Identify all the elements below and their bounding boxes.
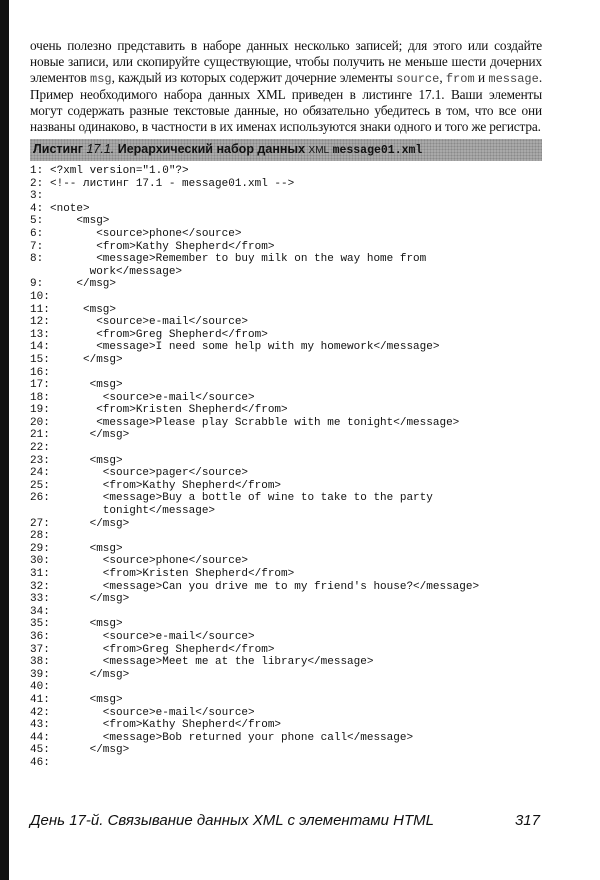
paragraph-text: , каждый из которых содержит дочерние элементы bbox=[111, 70, 397, 85]
page-footer bbox=[30, 812, 540, 829]
code-line bbox=[30, 379, 542, 392]
line-number: 35: bbox=[30, 618, 50, 631]
code-line bbox=[30, 543, 542, 556]
line-number: 5: bbox=[30, 215, 44, 228]
line-number: 29: bbox=[30, 542, 50, 555]
code-line bbox=[30, 581, 542, 594]
listing-label: Листинг bbox=[33, 142, 87, 156]
line-text: </msg> bbox=[50, 593, 130, 606]
code-line bbox=[30, 404, 542, 417]
line-text: <source>e-mail</source> bbox=[50, 391, 255, 404]
line-number: 22: bbox=[30, 442, 50, 455]
line-text: <msg> bbox=[50, 303, 117, 316]
line-number: 26: bbox=[30, 492, 50, 505]
code-line bbox=[30, 341, 542, 354]
line-number: 20: bbox=[30, 416, 50, 429]
code-line bbox=[30, 757, 542, 770]
line-number: 39: bbox=[30, 668, 50, 681]
line-text: <msg> bbox=[50, 454, 123, 467]
code-line bbox=[30, 316, 542, 329]
page-number: 317 bbox=[514, 812, 540, 829]
line-number: 11: bbox=[30, 303, 50, 316]
line-text: <note> bbox=[50, 202, 90, 215]
listing-heading bbox=[30, 139, 542, 161]
code-line bbox=[30, 278, 542, 291]
code-line bbox=[30, 165, 542, 178]
line-number: 40: bbox=[30, 681, 50, 694]
line-number: 34: bbox=[30, 605, 50, 618]
line-text: </msg> bbox=[50, 353, 123, 366]
line-text: <!-- листинг 17.1 - message01.xml --> bbox=[50, 177, 295, 190]
line-text: <msg> bbox=[50, 542, 123, 555]
code-line bbox=[30, 694, 542, 707]
line-number: 17: bbox=[30, 379, 50, 392]
line-number: 3: bbox=[30, 190, 44, 203]
code-line bbox=[30, 593, 542, 606]
line-number: 45: bbox=[30, 744, 50, 757]
code-line bbox=[30, 530, 542, 543]
line-text: <from>Kathy Shepherd</from> bbox=[50, 479, 282, 492]
line-number: 43: bbox=[30, 719, 50, 732]
line-text: <message>Please play Scrabble with me tonight</message> bbox=[50, 416, 460, 429]
code-line bbox=[30, 467, 542, 480]
line-number bbox=[30, 505, 50, 518]
line-text: tonight</message> bbox=[50, 505, 216, 518]
line-text: </msg> bbox=[50, 517, 130, 530]
line-number: 46: bbox=[30, 756, 50, 769]
listing-xml: XML bbox=[308, 145, 330, 156]
line-number: 13: bbox=[30, 328, 50, 341]
code-line bbox=[30, 266, 542, 279]
line-number: 27: bbox=[30, 517, 50, 530]
code-line bbox=[30, 644, 542, 657]
line-number: 21: bbox=[30, 429, 50, 442]
code-line bbox=[30, 618, 542, 631]
line-number: 7: bbox=[30, 240, 44, 253]
paragraph-text: очень полезно представить в наборе данных несколько записей; для этого или создайте новые записи, или скопируйте существующие, чтобы получить не меньше шести дочерних элементов bbox=[30, 38, 542, 85]
line-number: 19: bbox=[30, 404, 50, 417]
line-text: <message>I need some help with my homework</message> bbox=[50, 341, 440, 354]
inline-code: from bbox=[445, 72, 475, 86]
line-text: <from>Greg Shepherd</from> bbox=[50, 643, 275, 656]
listing-title: Иерархический набор данных bbox=[114, 142, 309, 156]
code-line bbox=[30, 681, 542, 694]
code-line bbox=[30, 304, 542, 317]
line-number: 23: bbox=[30, 454, 50, 467]
line-text: <from>Kristen Shepherd</from> bbox=[50, 568, 295, 580]
code-line bbox=[30, 707, 542, 720]
line-number: 2: bbox=[30, 177, 44, 190]
line-number: 4: bbox=[30, 202, 44, 215]
line-text: <source>phone</source> bbox=[50, 555, 249, 568]
line-number: 1: bbox=[30, 165, 44, 177]
code-line bbox=[30, 480, 542, 493]
line-number: 33: bbox=[30, 593, 50, 606]
line-number bbox=[30, 266, 50, 279]
code-line bbox=[30, 253, 542, 266]
code-line bbox=[30, 429, 542, 442]
code-line bbox=[30, 241, 542, 254]
code-line bbox=[30, 492, 542, 505]
line-number: 28: bbox=[30, 530, 50, 543]
line-number: 31: bbox=[30, 568, 50, 580]
page-binding-edge bbox=[0, 0, 9, 880]
inline-code: msg bbox=[90, 72, 112, 86]
line-number: 25: bbox=[30, 479, 50, 492]
paragraph-text: . Пример необходимого набора данных XML приведен в листинге 17.1. Ваши элементы могут содержать разные текстовые данные, но обязательно убедитесь в том, что все они названы одинаково, в частности в их именах используются знаки одного и того же регистра. bbox=[30, 70, 542, 134]
line-text: <source>e-mail</source> bbox=[50, 630, 255, 643]
inline-code: message bbox=[488, 72, 539, 86]
line-text: <message>Buy a bottle of wine to take to the party bbox=[50, 492, 433, 505]
line-text: <source>e-mail</source> bbox=[50, 706, 255, 719]
code-line bbox=[30, 329, 542, 342]
line-number: 37: bbox=[30, 643, 50, 656]
line-number: 16: bbox=[30, 366, 50, 379]
line-text: <source>pager</source> bbox=[50, 467, 249, 480]
line-text: <from>Kathy Shepherd</from> bbox=[50, 719, 282, 732]
line-text: <from>Greg Shepherd</from> bbox=[50, 328, 268, 341]
line-number: 12: bbox=[30, 316, 50, 329]
line-text: </msg> bbox=[50, 278, 117, 291]
line-number: 10: bbox=[30, 290, 50, 303]
paragraph-text: , bbox=[439, 70, 446, 85]
line-number: 6: bbox=[30, 227, 44, 240]
line-number: 18: bbox=[30, 391, 50, 404]
line-number: 24: bbox=[30, 467, 50, 480]
code-line bbox=[30, 518, 542, 531]
line-text: </msg> bbox=[50, 744, 130, 757]
line-number: 42: bbox=[30, 706, 50, 719]
line-text: <?xml version="1.0"?> bbox=[50, 165, 189, 177]
code-line bbox=[30, 669, 542, 682]
code-line bbox=[30, 719, 542, 732]
line-text: </msg> bbox=[50, 429, 130, 442]
running-title: День 17-й. Связывание данных XML с элементами HTML bbox=[30, 812, 434, 829]
line-text: <msg> bbox=[50, 693, 123, 706]
line-text: <msg> bbox=[50, 379, 123, 392]
code-line bbox=[30, 354, 542, 367]
line-text: <msg> bbox=[50, 215, 110, 228]
line-number: 38: bbox=[30, 656, 50, 669]
line-text: </msg> bbox=[50, 668, 130, 681]
listing-filename: message01.xml bbox=[332, 144, 423, 157]
line-text: work</message> bbox=[50, 265, 183, 278]
line-number: 8: bbox=[30, 253, 44, 266]
line-number: 14: bbox=[30, 341, 50, 354]
line-number: 15: bbox=[30, 353, 50, 366]
code-line bbox=[30, 392, 542, 405]
code-line bbox=[30, 568, 542, 581]
line-text: <message>Can you drive me to my friend's house?</message> bbox=[50, 580, 480, 593]
line-text: <message>Meet me at the library</message> bbox=[50, 656, 374, 669]
line-number: 44: bbox=[30, 731, 50, 744]
line-text: <from>Kathy Shepherd</from> bbox=[50, 240, 275, 253]
code-line bbox=[30, 190, 542, 203]
line-number: 30: bbox=[30, 555, 50, 568]
code-line bbox=[30, 215, 542, 228]
code-line bbox=[30, 656, 542, 669]
line-text: <msg> bbox=[50, 618, 123, 631]
code-line bbox=[30, 455, 542, 468]
code-line bbox=[30, 606, 542, 619]
line-text: <message>Bob returned your phone call</message> bbox=[50, 731, 414, 744]
code-line bbox=[30, 732, 542, 745]
code-line bbox=[30, 631, 542, 644]
line-number: 9: bbox=[30, 278, 44, 291]
line-text: <message>Remember to buy milk on the way home from bbox=[50, 253, 427, 266]
page-content bbox=[30, 38, 542, 770]
body-paragraph bbox=[30, 38, 542, 135]
code-listing bbox=[30, 165, 542, 770]
line-text: <from>Kristen Shepherd</from> bbox=[50, 404, 288, 417]
line-number: 41: bbox=[30, 693, 50, 706]
code-line bbox=[30, 203, 542, 216]
line-text: <source>e-mail</source> bbox=[50, 316, 249, 329]
code-line bbox=[30, 505, 542, 518]
code-line bbox=[30, 178, 542, 191]
line-text: <source>phone</source> bbox=[50, 227, 242, 240]
code-line bbox=[30, 555, 542, 568]
code-line bbox=[30, 367, 542, 380]
code-line bbox=[30, 744, 542, 757]
inline-code: source bbox=[396, 72, 440, 86]
line-number: 32: bbox=[30, 580, 50, 593]
line-number: 36: bbox=[30, 630, 50, 643]
code-line bbox=[30, 442, 542, 455]
paragraph-text: и bbox=[474, 70, 489, 85]
listing-number: 17.1. bbox=[86, 142, 115, 156]
code-line bbox=[30, 291, 542, 304]
code-line bbox=[30, 417, 542, 430]
code-line bbox=[30, 228, 542, 241]
